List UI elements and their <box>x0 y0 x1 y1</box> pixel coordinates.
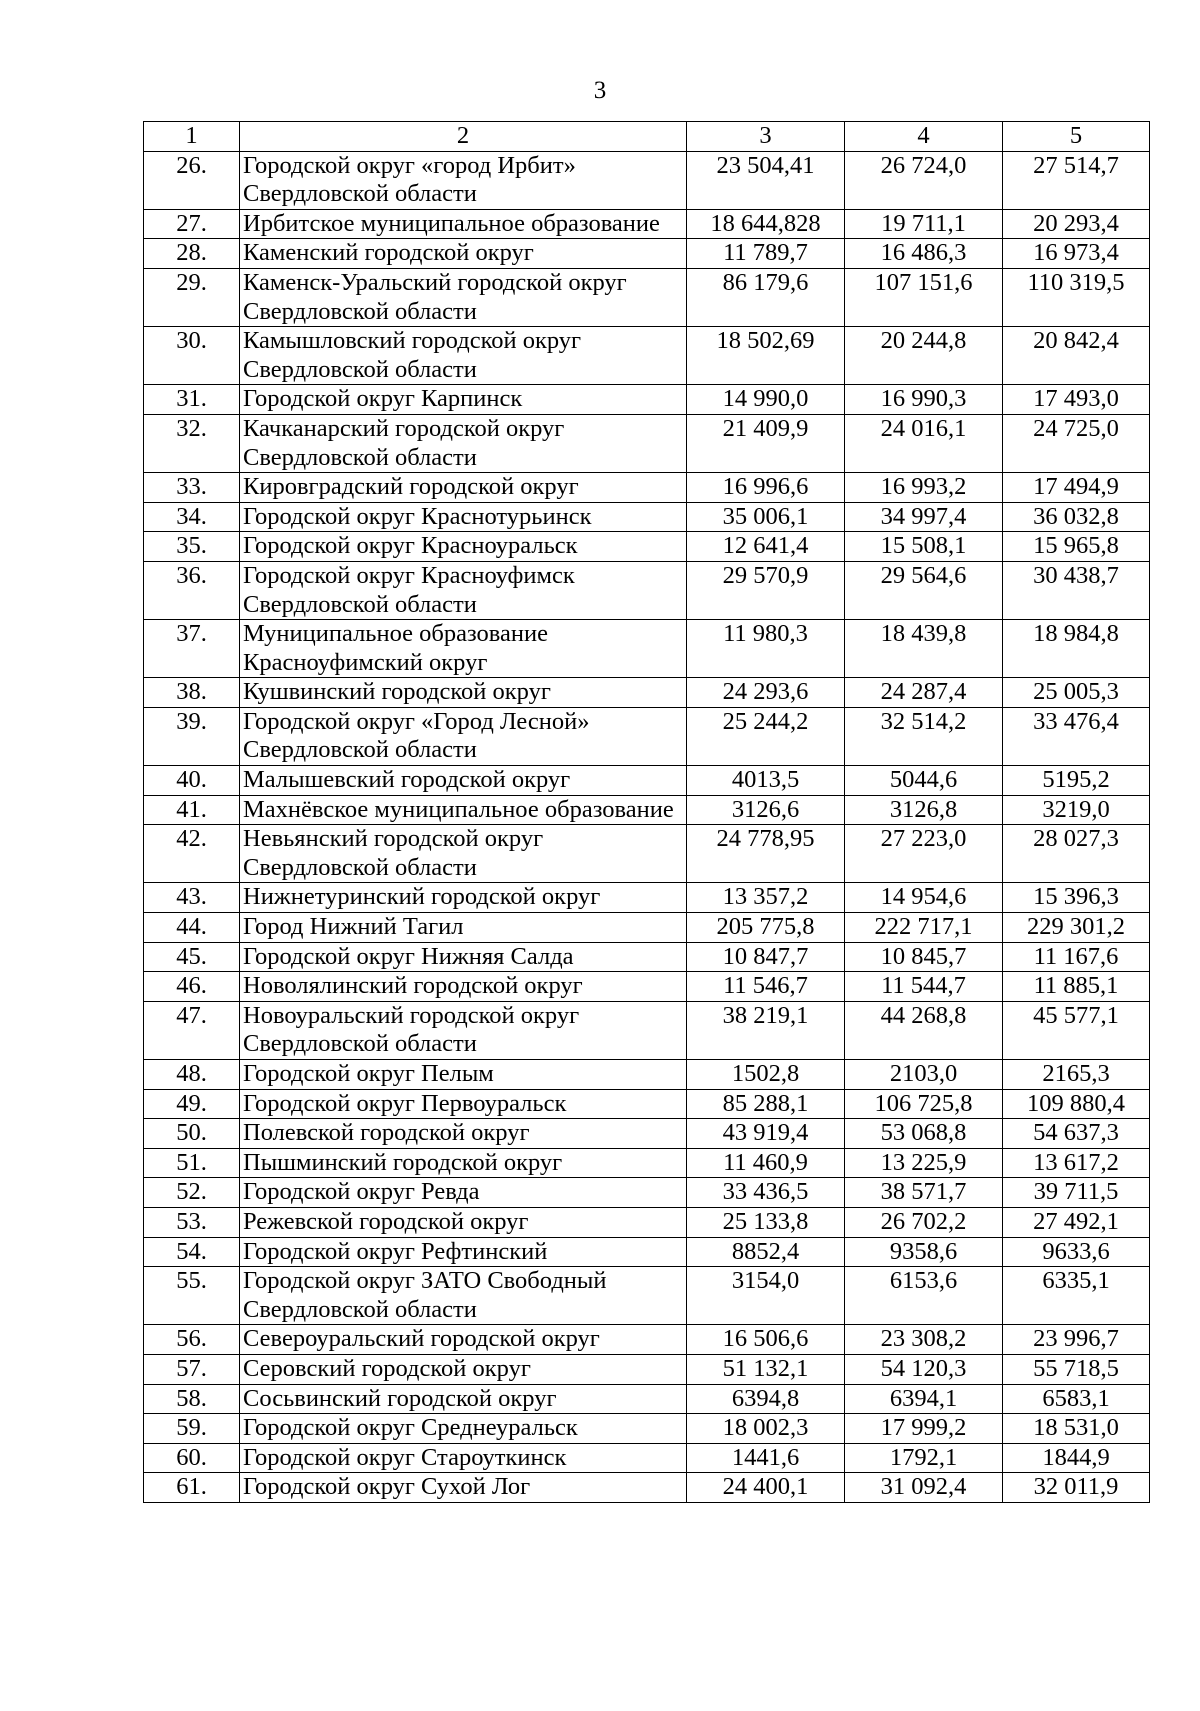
value-col-5: 45 577,1 <box>1003 1001 1150 1059</box>
municipality-name: Каменск-Уральский городской округ Свердловской области <box>240 268 687 326</box>
value-col-3: 24 400,1 <box>687 1473 845 1503</box>
value-col-4: 107 151,6 <box>845 268 1003 326</box>
value-col-4: 13 225,9 <box>845 1148 1003 1178</box>
municipality-name: Городской округ «Город Лесной» Свердловской области <box>240 707 687 765</box>
municipality-name: Городской округ Красноуфимск Свердловской области <box>240 561 687 619</box>
value-col-5: 13 617,2 <box>1003 1148 1150 1178</box>
municipality-name: Серовский городской округ <box>240 1354 687 1384</box>
table-row <box>144 1178 1150 1208</box>
value-col-5: 17 494,9 <box>1003 473 1150 503</box>
table-row <box>144 795 1150 825</box>
municipality-name: Пышминский городской округ <box>240 1148 687 1178</box>
value-col-5: 5195,2 <box>1003 766 1150 796</box>
row-number: 32. <box>144 414 240 472</box>
value-col-4: 10 845,7 <box>845 942 1003 972</box>
row-number: 30. <box>144 327 240 385</box>
table-row <box>144 620 1150 678</box>
value-col-4: 29 564,6 <box>845 561 1003 619</box>
value-col-4: 1792,1 <box>845 1443 1003 1473</box>
row-number: 45. <box>144 942 240 972</box>
table-row <box>144 561 1150 619</box>
value-col-3: 23 504,41 <box>687 151 845 209</box>
value-col-5: 20 293,4 <box>1003 209 1150 239</box>
table-row <box>144 385 1150 415</box>
municipality-name: Городской округ ЗАТО Свободный Свердловской области <box>240 1267 687 1325</box>
value-col-5: 9633,6 <box>1003 1237 1150 1267</box>
table-row <box>144 972 1150 1002</box>
municipality-name: Городской округ Карпинск <box>240 385 687 415</box>
value-col-3: 25 244,2 <box>687 707 845 765</box>
table-row <box>144 1354 1150 1384</box>
row-number: 27. <box>144 209 240 239</box>
value-col-3: 16 506,6 <box>687 1325 845 1355</box>
value-col-3: 8852,4 <box>687 1237 845 1267</box>
value-col-5: 23 996,7 <box>1003 1325 1150 1355</box>
municipality-name: Новоуральский городской округ Свердловской области <box>240 1001 687 1059</box>
value-col-3: 86 179,6 <box>687 268 845 326</box>
municipality-name: Нижнетуринский городской округ <box>240 883 687 913</box>
value-col-5: 55 718,5 <box>1003 1354 1150 1384</box>
column-header: 4 <box>845 122 1003 152</box>
table-row <box>144 1001 1150 1059</box>
value-col-3: 14 990,0 <box>687 385 845 415</box>
municipality-name: Североуральский городской округ <box>240 1325 687 1355</box>
value-col-5: 1844,9 <box>1003 1443 1150 1473</box>
table-row <box>144 678 1150 708</box>
table-row <box>144 473 1150 503</box>
value-col-5: 15 396,3 <box>1003 883 1150 913</box>
value-col-4: 3126,8 <box>845 795 1003 825</box>
value-col-3: 4013,5 <box>687 766 845 796</box>
row-number: 52. <box>144 1178 240 1208</box>
row-number: 56. <box>144 1325 240 1355</box>
value-col-5: 11 885,1 <box>1003 972 1150 1002</box>
row-number: 46. <box>144 972 240 1002</box>
row-number: 55. <box>144 1267 240 1325</box>
table-row <box>144 502 1150 532</box>
value-col-5: 36 032,8 <box>1003 502 1150 532</box>
table-row <box>144 1267 1150 1325</box>
municipality-name: Малышевский городской округ <box>240 766 687 796</box>
table-row <box>144 1237 1150 1267</box>
value-col-4: 6394,1 <box>845 1384 1003 1414</box>
value-col-3: 35 006,1 <box>687 502 845 532</box>
value-col-3: 29 570,9 <box>687 561 845 619</box>
value-col-3: 16 996,6 <box>687 473 845 503</box>
value-col-5: 24 725,0 <box>1003 414 1150 472</box>
value-col-4: 24 287,4 <box>845 678 1003 708</box>
value-col-5: 3219,0 <box>1003 795 1150 825</box>
municipality-name: Городской округ Староуткинск <box>240 1443 687 1473</box>
row-number: 49. <box>144 1089 240 1119</box>
value-col-4: 20 244,8 <box>845 327 1003 385</box>
row-number: 57. <box>144 1354 240 1384</box>
budget-table <box>143 121 1150 1503</box>
municipality-name: Каменский городской округ <box>240 239 687 269</box>
table-row <box>144 1207 1150 1237</box>
column-header: 5 <box>1003 122 1150 152</box>
value-col-4: 32 514,2 <box>845 707 1003 765</box>
row-number: 29. <box>144 268 240 326</box>
value-col-3: 11 546,7 <box>687 972 845 1002</box>
value-col-4: 14 954,6 <box>845 883 1003 913</box>
value-col-3: 11 980,3 <box>687 620 845 678</box>
column-header: 2 <box>240 122 687 152</box>
value-col-5: 33 476,4 <box>1003 707 1150 765</box>
row-number: 42. <box>144 825 240 883</box>
value-col-3: 1441,6 <box>687 1443 845 1473</box>
value-col-5: 30 438,7 <box>1003 561 1150 619</box>
value-col-5: 15 965,8 <box>1003 532 1150 562</box>
value-col-4: 23 308,2 <box>845 1325 1003 1355</box>
row-number: 33. <box>144 473 240 503</box>
value-col-5: 17 493,0 <box>1003 385 1150 415</box>
value-col-4: 106 725,8 <box>845 1089 1003 1119</box>
value-col-3: 24 778,95 <box>687 825 845 883</box>
table-row <box>144 825 1150 883</box>
value-col-4: 53 068,8 <box>845 1119 1003 1149</box>
value-col-3: 13 357,2 <box>687 883 845 913</box>
value-col-4: 5044,6 <box>845 766 1003 796</box>
municipality-name: Городской округ Рефтинский <box>240 1237 687 1267</box>
value-col-3: 85 288,1 <box>687 1089 845 1119</box>
value-col-5: 110 319,5 <box>1003 268 1150 326</box>
value-col-5: 16 973,4 <box>1003 239 1150 269</box>
value-col-5: 11 167,6 <box>1003 942 1150 972</box>
value-col-3: 12 641,4 <box>687 532 845 562</box>
row-number: 26. <box>144 151 240 209</box>
value-col-4: 19 711,1 <box>845 209 1003 239</box>
row-number: 35. <box>144 532 240 562</box>
value-col-4: 2103,0 <box>845 1060 1003 1090</box>
row-number: 54. <box>144 1237 240 1267</box>
municipality-name: Городской округ Краснотурьинск <box>240 502 687 532</box>
value-col-3: 205 775,8 <box>687 913 845 943</box>
value-col-4: 26 702,2 <box>845 1207 1003 1237</box>
value-col-3: 3154,0 <box>687 1267 845 1325</box>
table-row <box>144 707 1150 765</box>
value-col-3: 21 409,9 <box>687 414 845 472</box>
row-number: 43. <box>144 883 240 913</box>
value-col-3: 11 460,9 <box>687 1148 845 1178</box>
page-number: 3 <box>593 77 607 104</box>
value-col-3: 10 847,7 <box>687 942 845 972</box>
value-col-4: 6153,6 <box>845 1267 1003 1325</box>
value-col-4: 17 999,2 <box>845 1414 1003 1444</box>
table-row <box>144 239 1150 269</box>
row-number: 39. <box>144 707 240 765</box>
municipality-name: Новолялинский городской округ <box>240 972 687 1002</box>
value-col-3: 1502,8 <box>687 1060 845 1090</box>
value-col-4: 18 439,8 <box>845 620 1003 678</box>
column-header: 3 <box>687 122 845 152</box>
value-col-5: 28 027,3 <box>1003 825 1150 883</box>
value-col-4: 16 993,2 <box>845 473 1003 503</box>
municipality-name: Городской округ Нижняя Салда <box>240 942 687 972</box>
row-number: 40. <box>144 766 240 796</box>
value-col-3: 25 133,8 <box>687 1207 845 1237</box>
row-number: 44. <box>144 913 240 943</box>
value-col-5: 2165,3 <box>1003 1060 1150 1090</box>
municipality-name: Кировградский городской округ <box>240 473 687 503</box>
value-col-3: 33 436,5 <box>687 1178 845 1208</box>
municipality-name: Качканарский городской округ Свердловской области <box>240 414 687 472</box>
municipality-name: Городской округ Среднеуральск <box>240 1414 687 1444</box>
table-row <box>144 1473 1150 1503</box>
row-number: 61. <box>144 1473 240 1503</box>
value-col-5: 25 005,3 <box>1003 678 1150 708</box>
value-col-5: 27 514,7 <box>1003 151 1150 209</box>
value-col-4: 24 016,1 <box>845 414 1003 472</box>
value-col-3: 18 002,3 <box>687 1414 845 1444</box>
value-col-5: 229 301,2 <box>1003 913 1150 943</box>
table-row <box>144 1148 1150 1178</box>
value-col-3: 24 293,6 <box>687 678 845 708</box>
value-col-3: 6394,8 <box>687 1384 845 1414</box>
table-row <box>144 1414 1150 1444</box>
column-header: 1 <box>144 122 240 152</box>
row-number: 38. <box>144 678 240 708</box>
municipality-name: Ирбитское муниципальное образование <box>240 209 687 239</box>
table-row <box>144 766 1150 796</box>
table-row <box>144 1060 1150 1090</box>
table-row <box>144 532 1150 562</box>
municipality-name: Городской округ Первоуральск <box>240 1089 687 1119</box>
value-col-4: 16 990,3 <box>845 385 1003 415</box>
value-col-3: 43 919,4 <box>687 1119 845 1149</box>
municipality-name: Махнёвское муниципальное образование <box>240 795 687 825</box>
table-row <box>144 1384 1150 1414</box>
value-col-4: 34 997,4 <box>845 502 1003 532</box>
value-col-4: 54 120,3 <box>845 1354 1003 1384</box>
municipality-name: Невьянский городской округ Свердловской области <box>240 825 687 883</box>
row-number: 34. <box>144 502 240 532</box>
row-number: 48. <box>144 1060 240 1090</box>
row-number: 28. <box>144 239 240 269</box>
municipality-name: Городской округ Сухой Лог <box>240 1473 687 1503</box>
value-col-3: 18 502,69 <box>687 327 845 385</box>
municipality-name: Полевской городской округ <box>240 1119 687 1149</box>
row-number: 50. <box>144 1119 240 1149</box>
municipality-name: Городской округ Пелым <box>240 1060 687 1090</box>
value-col-5: 18 984,8 <box>1003 620 1150 678</box>
municipality-name: Городской округ Красноуральск <box>240 532 687 562</box>
municipality-name: Город Нижний Тагил <box>240 913 687 943</box>
value-col-5: 27 492,1 <box>1003 1207 1150 1237</box>
table-header-row <box>144 122 1150 152</box>
row-number: 58. <box>144 1384 240 1414</box>
value-col-4: 11 544,7 <box>845 972 1003 1002</box>
municipality-name: Городской округ Ревда <box>240 1178 687 1208</box>
value-col-4: 31 092,4 <box>845 1473 1003 1503</box>
value-col-4: 9358,6 <box>845 1237 1003 1267</box>
table-row <box>144 1119 1150 1149</box>
value-col-3: 18 644,828 <box>687 209 845 239</box>
value-col-5: 109 880,4 <box>1003 1089 1150 1119</box>
value-col-4: 27 223,0 <box>845 825 1003 883</box>
row-number: 37. <box>144 620 240 678</box>
municipality-name: Камышловский городской округ Свердловской области <box>240 327 687 385</box>
value-col-5: 39 711,5 <box>1003 1178 1150 1208</box>
table-row <box>144 209 1150 239</box>
municipality-name: Муниципальное образование Красноуфимский округ <box>240 620 687 678</box>
value-col-4: 44 268,8 <box>845 1001 1003 1059</box>
table-row <box>144 942 1150 972</box>
row-number: 47. <box>144 1001 240 1059</box>
value-col-5: 32 011,9 <box>1003 1473 1150 1503</box>
row-number: 36. <box>144 561 240 619</box>
row-number: 53. <box>144 1207 240 1237</box>
municipality-name: Кушвинский городской округ <box>240 678 687 708</box>
municipality-name: Сосьвинский городской округ <box>240 1384 687 1414</box>
table-row <box>144 1325 1150 1355</box>
row-number: 60. <box>144 1443 240 1473</box>
value-col-5: 6335,1 <box>1003 1267 1150 1325</box>
table-row <box>144 327 1150 385</box>
table-row <box>144 268 1150 326</box>
table-row <box>144 883 1150 913</box>
value-col-4: 26 724,0 <box>845 151 1003 209</box>
value-col-4: 222 717,1 <box>845 913 1003 943</box>
row-number: 41. <box>144 795 240 825</box>
value-col-5: 18 531,0 <box>1003 1414 1150 1444</box>
table-row <box>144 913 1150 943</box>
value-col-4: 38 571,7 <box>845 1178 1003 1208</box>
value-col-3: 3126,6 <box>687 795 845 825</box>
value-col-5: 20 842,4 <box>1003 327 1150 385</box>
row-number: 59. <box>144 1414 240 1444</box>
value-col-5: 6583,1 <box>1003 1384 1150 1414</box>
value-col-5: 54 637,3 <box>1003 1119 1150 1149</box>
value-col-3: 11 789,7 <box>687 239 845 269</box>
municipality-name: Городской округ «город Ирбит» Свердловской области <box>240 151 687 209</box>
municipality-name: Режевской городской округ <box>240 1207 687 1237</box>
table-row <box>144 414 1150 472</box>
value-col-4: 16 486,3 <box>845 239 1003 269</box>
value-col-3: 51 132,1 <box>687 1354 845 1384</box>
table-row <box>144 1089 1150 1119</box>
row-number: 51. <box>144 1148 240 1178</box>
row-number: 31. <box>144 385 240 415</box>
table-row <box>144 1443 1150 1473</box>
table-row <box>144 151 1150 209</box>
value-col-4: 15 508,1 <box>845 532 1003 562</box>
value-col-3: 38 219,1 <box>687 1001 845 1059</box>
